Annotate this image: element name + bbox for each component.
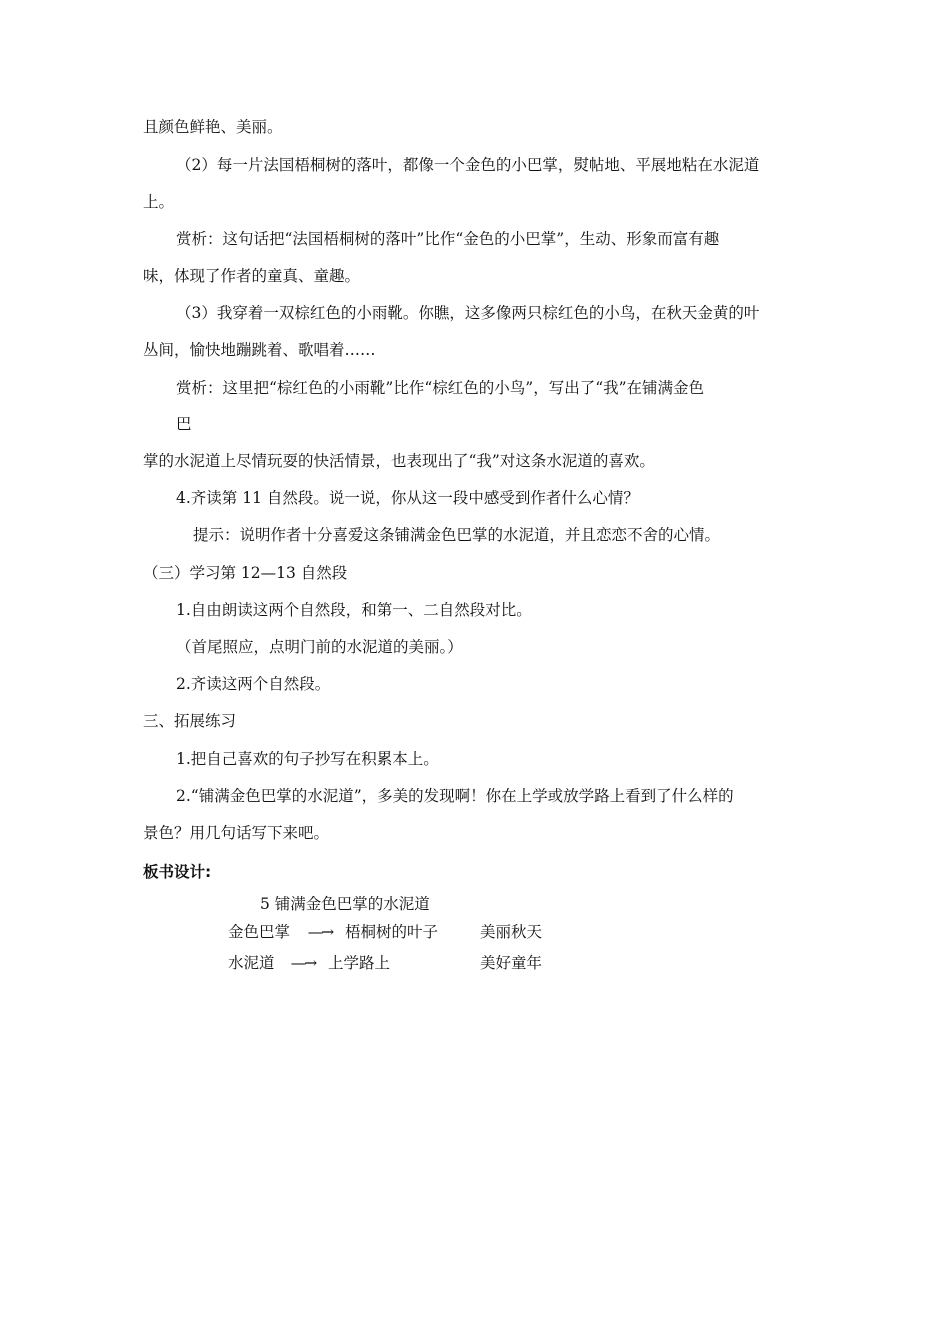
- paragraph-line: 赏析：这句话把“法国梧桐树的落叶”比作“金色的小巴掌”，生动、形象而富有趣: [176, 230, 720, 248]
- section-heading: （三）学习第 12—13 自然段: [143, 564, 348, 582]
- board-title: 5 铺满金色巴掌的水泥道: [260, 895, 430, 913]
- paragraph-line: 且颜色鲜艳、美丽。: [143, 118, 283, 136]
- paragraph-line: 丛间，愉快地蹦跳着、歌唱着……: [143, 341, 376, 359]
- paragraph-line: 上。: [143, 193, 175, 211]
- paragraph-line: 掌的水泥道上尽情玩耍的快活情景，也表现出了“我”对这条水泥道的喜欢。: [143, 452, 655, 470]
- paragraph-line: 提示：说明作者十分喜爱这条铺满金色巴掌的水泥道，并且恋恋不舍的心情。: [193, 526, 721, 544]
- paragraph-line: 2.齐读这两个自然段。: [176, 675, 331, 693]
- board-row-1-mid: 梧桐树的叶子: [345, 923, 439, 941]
- board-row-1-right: 美丽秋天: [480, 923, 543, 941]
- board-arrow-2: —→: [290, 954, 316, 972]
- board-row-2-left: 水泥道: [228, 954, 275, 972]
- board-row-2-mid: 上学路上: [328, 954, 391, 972]
- paragraph-line: （3）我穿着一双棕红色的小雨靴。你瞧，这多像两只棕红色的小鸟，在秋天金黄的叶: [176, 304, 760, 322]
- board-heading: 板书设计:: [143, 863, 212, 881]
- paragraph-line: 1.把自己喜欢的句子抄写在积累本上。: [176, 750, 439, 768]
- paragraph-line: （2）每一片法国梧桐树的落叶，都像一个金色的小巴掌，熨帖地、平展地粘在水泥道: [176, 156, 760, 174]
- board-row-1-left: 金色巴掌: [228, 923, 291, 941]
- paragraph-line: 赏析：这里把“棕红色的小雨靴”比作“棕红色的小鸟”，写出了“我”在铺满金色: [176, 379, 705, 397]
- paragraph-line: 味，体现了作者的童真、童趣。: [143, 267, 361, 285]
- section-heading: 三、拓展练习: [143, 712, 237, 730]
- paragraph-line: 景色？用几句话写下来吧。: [143, 824, 330, 842]
- paragraph-line: 2.“铺满金色巴掌的水泥道”，多美的发现啊！你在上学或放学路上看到了什么样的: [176, 787, 734, 805]
- arrow-icon: [300, 922, 340, 942]
- arrow-icon: [283, 953, 323, 973]
- board-arrow-1: —→: [307, 923, 333, 941]
- paragraph-line: 巴: [176, 415, 192, 433]
- paragraph-line: 1.自由朗读这两个自然段，和第一、二自然段对比。: [176, 601, 532, 619]
- board-row-2-right: 美好童年: [480, 954, 543, 972]
- paragraph-line: （首尾照应，点明门前的水泥道的美丽。）: [176, 638, 463, 656]
- paragraph-line: 4.齐读第 11 自然段。说一说，你从这一段中感受到作者什么心情？: [176, 489, 639, 507]
